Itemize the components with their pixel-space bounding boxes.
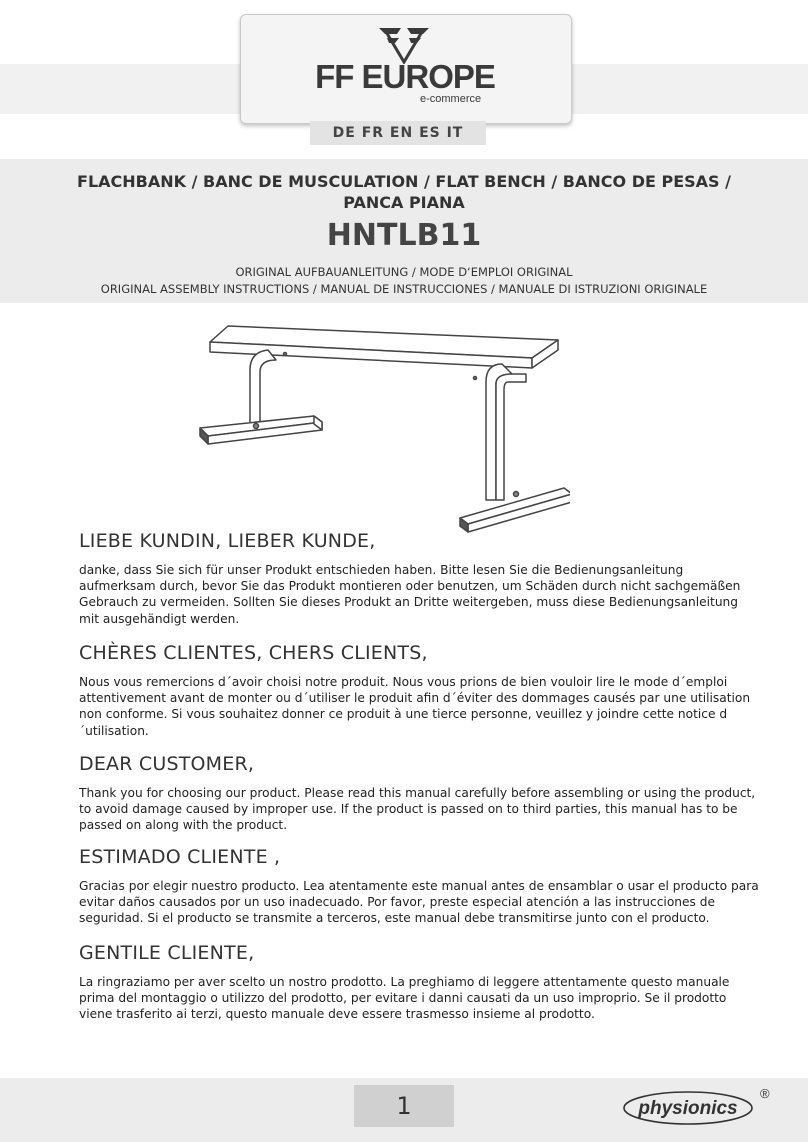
section-text: danke, dass Sie sich für unser Produkt entschieden haben. Bitte lesen Sie die Bedienungsanleitung aufmerksam durch, bevor Sie das Produkt montieren oder benutzen, um Schäden durch nicht sachgemäßen Gebrauch zu vermeiden. Sollten Sie dieses Produkt an Dritte weitergeben, muss diese Bedienungsanleitung mit ausgehändigt werden. bbox=[79, 563, 741, 626]
section-heading: LIEBE KUNDIN, LIEBER KUNDE, bbox=[79, 530, 376, 552]
section-text: Nous vous remercions d´avoir choisi notre produit. Nous vous prions de bien vouloir lire le mode d´emploi attentivement avant de monter ou d´utiliser le produit afin d´éviter des dommages causés par une utilisation non conforme. Si vous souhaitez donner ce produit à une tierce personne, veuillez y joindre cette notice d´utilisation. bbox=[79, 675, 751, 738]
section-french bbox=[79, 642, 759, 739]
brand-name: physionics bbox=[638, 1098, 738, 1119]
registered-mark: ® bbox=[760, 1086, 770, 1101]
model-number: HNTLB11 bbox=[326, 218, 482, 253]
document-subtitle bbox=[20, 264, 788, 298]
section-heading: ESTIMADO CLIENTE , bbox=[79, 846, 281, 868]
subtitle-line-1: ORIGINAL AUFBAUANLEITUNG / MODE D‘EMPLOI ORIGINAL bbox=[235, 265, 573, 279]
subtitle-line-2: ORIGINAL ASSEMBLY INSTRUCTIONS / MANUAL DE INSTRUCCIONES / MANUALE DI ISTRUZIONI ORIGINALE bbox=[100, 282, 708, 296]
product-title-line-2: PANCA PIANA bbox=[343, 193, 465, 212]
brand-logo-text: FF EUROPE bbox=[315, 58, 495, 95]
section-italian bbox=[79, 942, 759, 1023]
flat-bench-illustration bbox=[190, 318, 570, 548]
section-heading: GENTILE CLIENTE, bbox=[79, 942, 255, 964]
section-text: Gracias por elegir nuestro producto. Lea atentamente este manual antes de ensamblar o usar el producto para evitar daños causados por un uso inadecuado. Por favor, preste especial atención a las instrucciones de seguridad. Si el producto se transmite a terceros, este manual debe transmitirse junto con el producto. bbox=[79, 879, 759, 926]
product-title-line-1: FLACHBANK / BANC DE MUSCULATION / FLAT BENCH / BANCO DE PESAS / bbox=[77, 172, 731, 191]
section-heading: DEAR CUSTOMER, bbox=[79, 753, 255, 775]
section-text: La ringraziamo per aver scelto un nostro prodotto. La preghiamo di leggere attentamente questo manuale prima del montaggio o utilizzo del prodotto, per evitare i danni causati da un uso improprio. Se il prodotto viene trasferito ai terzi, questo manuale deve essere trasmesso insieme al prodotto. bbox=[79, 975, 730, 1022]
brand-logo-subtitle: e-commerce bbox=[420, 93, 482, 105]
section-spanish bbox=[79, 846, 759, 927]
section-german bbox=[79, 530, 759, 627]
section-heading: CHÈRES CLIENTES, CHERS CLIENTS, bbox=[79, 642, 428, 664]
page-number: 1 bbox=[354, 1085, 454, 1127]
language-list: DE FR EN ES IT bbox=[310, 121, 486, 145]
section-text: Thank you for choosing our product. Please read this manual carefully before assembling or using the product, to avoid damage caused by improper use. If the product is passed on to third parties, this manual has to be passed on along with the product. bbox=[79, 786, 756, 833]
section-english bbox=[79, 753, 759, 834]
product-title bbox=[40, 171, 768, 213]
physionics-logo bbox=[622, 1084, 782, 1128]
